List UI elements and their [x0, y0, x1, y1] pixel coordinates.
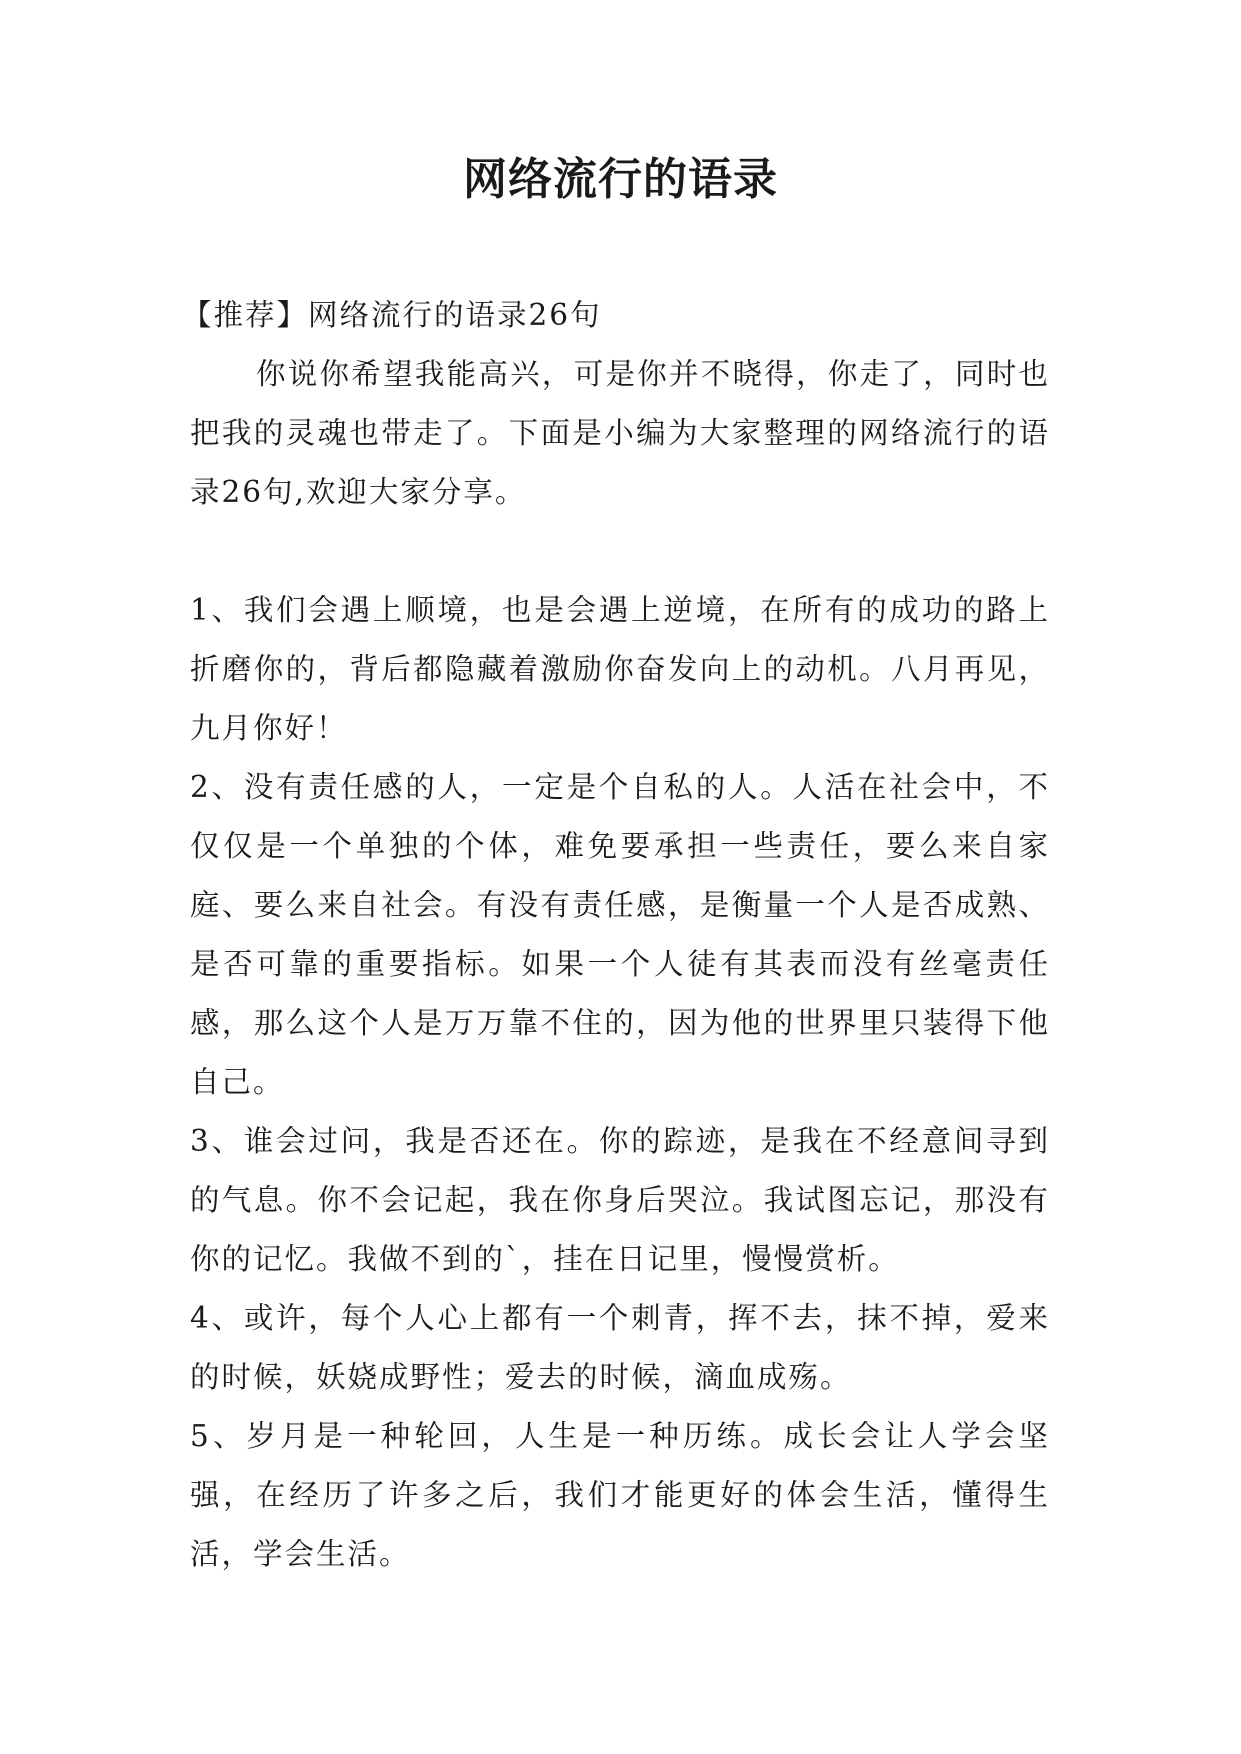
- paragraph-spacer: [190, 522, 1050, 581]
- document-body: [182, 286, 1050, 1584]
- quote-paragraph: 5、岁月是一种轮回，人生是一种历练。成长会让人学会坚强，在经历了许多之后，我们才能更好的体会生活，懂得生活，学会生活。: [190, 1419, 1050, 1571]
- document-title: 网络流行的语录: [463, 154, 778, 205]
- document-subtitle: 【推荐】网络流行的语录26句: [182, 298, 602, 332]
- quote-paragraph: 3、谁会过问，我是否还在。你的踪迹，是我在不经意间寻到的气息。你不会记起，我在你身后哭泣。我试图忘记，那没有你的记忆。我做不到的`，挂在日记里，慢慢赏析。: [190, 1124, 1050, 1276]
- quote-paragraph: 4、或许，每个人心上都有一个刺青，挥不去，抹不掉，爱来的时候，妖娆成野性；爱去的时候，滴血成殇。: [190, 1301, 1050, 1394]
- quote-paragraph: 2、没有责任感的人，一定是个自私的人。人活在社会中，不仅仅是一个单独的个体，难免要承担一些责任，要么来自家庭、要么来自社会。有没有责任感，是衡量一个人是否成熟、是否可靠的重要指标。如果一个人徒有其表而没有丝毫责任感，那么这个人是万万靠不住的，因为他的世界里只装得下他自己。: [190, 770, 1050, 1099]
- intro-paragraph: 你说你希望我能高兴，可是你并不晓得，你走了，同时也把我的灵魂也带走了。下面是小编为大家整理的网络流行的语录26句,欢迎大家分享。: [190, 357, 1050, 509]
- quote-paragraph: 1、我们会遇上顺境，也是会遇上逆境，在所有的成功的路上折磨你的，背后都隐藏着激励你奋发向上的动机。八月再见，九月你好！: [190, 593, 1050, 745]
